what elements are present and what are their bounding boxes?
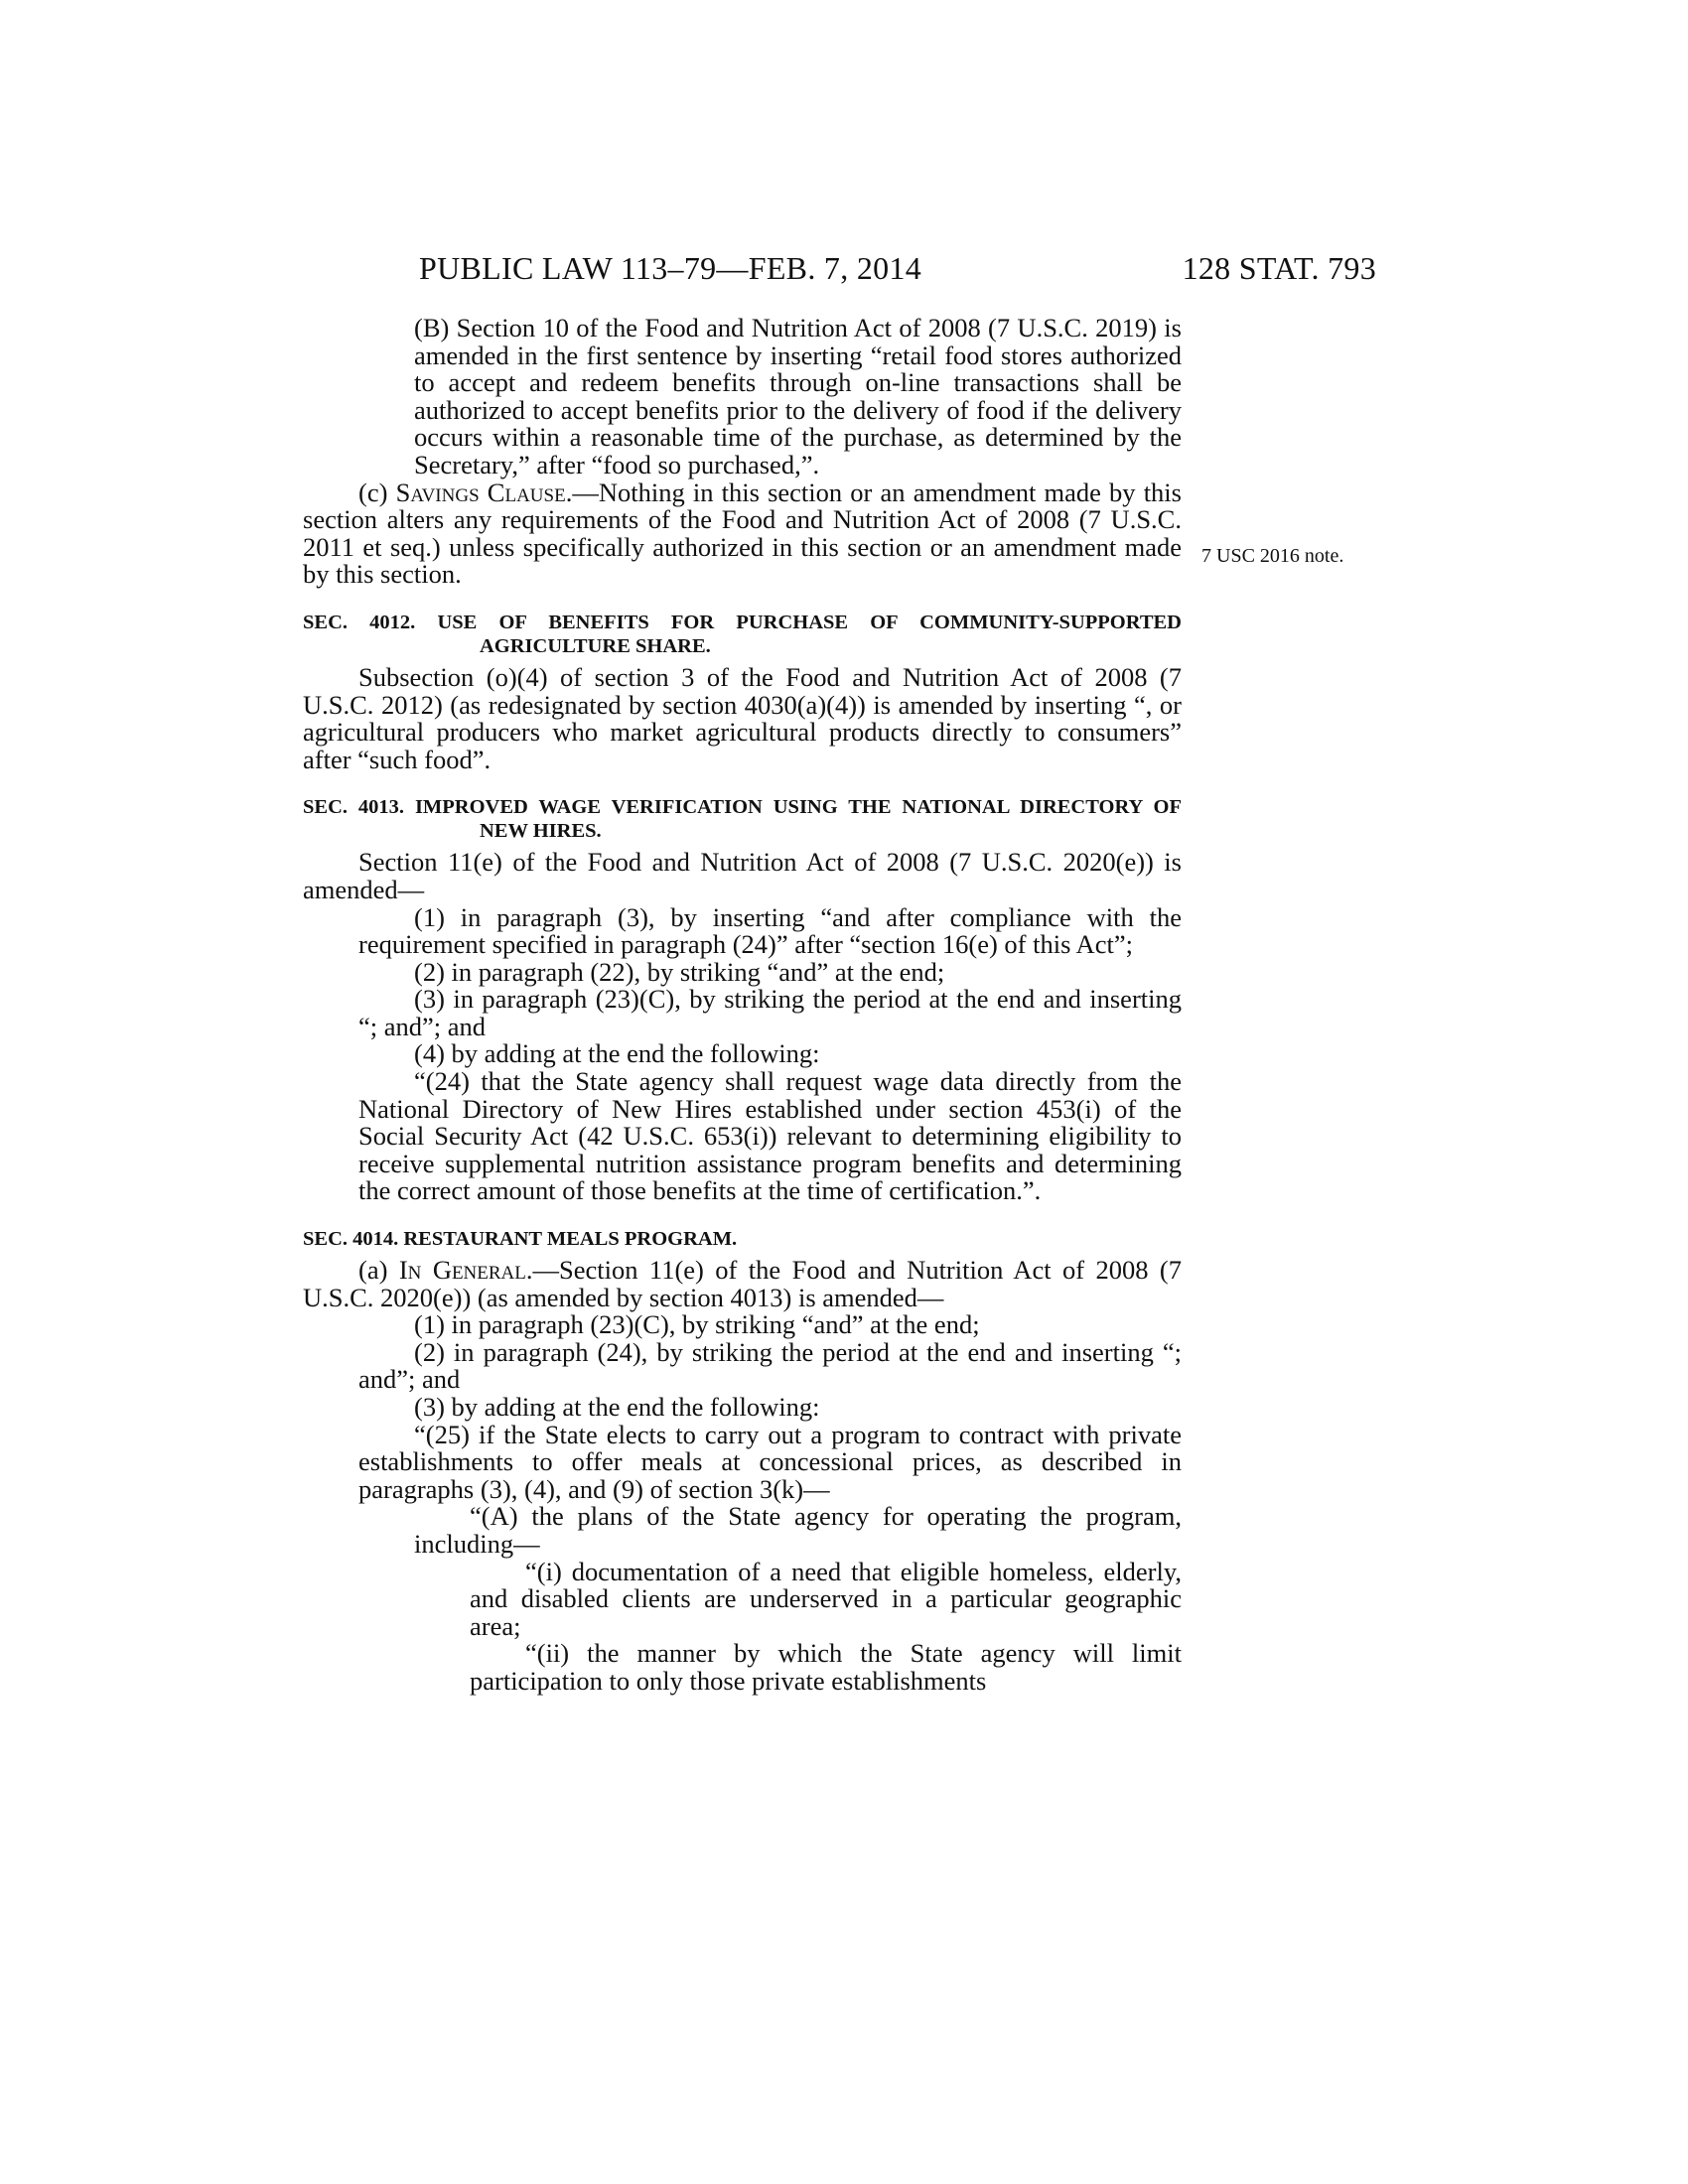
subparagraph-b-text: (B) Section 10 of the Food and Nutrition Act of 2008 (7 U.S.C. 2019) is amended in the first sentence by inserting “retail food stores authorized to accept and redeem benefits through on-line transactions shall be authorized to accept benefits prior to the delivery of food if the delivery occurs within a reasonable time of the purchase, as determined by the Secretary,” after “food so purchased,”. xyxy=(414,313,1182,479)
section-4012-heading: SEC. 4012. USE OF BENEFITS FOR PURCHASE OF COMMUNITY-SUPPORTED AGRICULTURE SHARE. xyxy=(303,611,1182,657)
section-4013-heading: SEC. 4013. IMPROVED WAGE VERIFICATION USING THE NATIONAL DIRECTORY OF NEW HIRES. xyxy=(303,796,1182,843)
section-4013-item-4: (4) by adding at the end the following: xyxy=(414,1038,820,1069)
text-column xyxy=(303,315,1182,1696)
section-4014-quoted-paragraph-25: “(25) if the State elects to carry out a program to contract with private establishments to offer meals at concessional prices, as described in paragraphs (3), (4), and (9) of section 3(k)— xyxy=(358,1419,1182,1504)
section-4013-intro: Section 11(e) of the Food and Nutrition Act of 2008 (7 U.S.C. 2020(e)) is amended— xyxy=(303,847,1182,904)
savings-clause-heading: Savings Clause xyxy=(395,477,566,507)
section-4012-body: Subsection (o)(4) of section 3 of the Food and Nutrition Act of 2008 (7 U.S.C. 2012) (as redesignated by section 4030(a)(4)) is amended by inserting “, or agricultural producers who market agricultural products directly to consumers” after “such food”. xyxy=(303,661,1182,774)
section-4014-quoted-subparagraph-a: “(A) the plans of the State agency for operating the program, including— xyxy=(414,1501,1182,1559)
section-4014-item-3: (3) by adding at the end the following: xyxy=(414,1392,820,1422)
section-4014-item-1: (1) in paragraph (23)(C), by striking “and” at the end; xyxy=(414,1309,980,1340)
section-4013-item-1-text: (1) in paragraph (3), by inserting “and after compliance with the requirement specified in paragraph (24)” after “section 16(e) of this Act”; xyxy=(358,901,1182,960)
section-4014-quoted-clause-ii: “(ii) the manner by which the State agency will limit participation to only those private establishments xyxy=(470,1638,1182,1696)
section-4014-a-heading: In General xyxy=(398,1255,526,1286)
section-4014-heading: SEC. 4014. RESTAURANT MEALS PROGRAM. xyxy=(303,1228,738,1251)
section-4014-a-body: .—Section 11(e) of the Food and Nutrition Act of 2008 (7 U.S.C. 2020(e)) (as amended by section 4013) is amended— xyxy=(303,1255,1182,1312)
margin-note: 7 USC 2016 note. xyxy=(1201,545,1344,567)
section-4013-quoted-paragraph-24: “(24) that the State agency shall request wage data directly from the National Directory of New Hires established under section 453(i) of the Social Security Act (42 U.S.C. 653(i)) relevant to determining eligibility to receive supplemental nutrition assistance program benefits and determining the correct amount of those benefits at the time of certification.”. xyxy=(358,1066,1182,1206)
subparagraph-b xyxy=(303,315,1182,479)
section-4013-item-3: (3) in paragraph (23)(C), by striking the period at the end and inserting “; and”; and xyxy=(358,984,1182,1041)
section-4013-item-1 xyxy=(303,901,1182,960)
section-4013-item-2: (2) in paragraph (22), by striking “and” at the end; xyxy=(414,956,945,987)
running-header-center: PUBLIC LAW 113–79—FEB. 7, 2014 xyxy=(419,250,922,286)
section-4014-subsection-a xyxy=(303,1257,1182,1311)
savings-clause xyxy=(303,479,1182,589)
section-4014-a-lead: (a) xyxy=(358,1255,399,1286)
savings-clause-body: .—Nothing in this section or an amendment made by this section alters any requirements of the Food and Nutrition Act of 2008 (7 U.S.C. 2011 et seq.) unless specifically authorized in this section or an amendment made by this section. xyxy=(303,477,1182,590)
running-header-page: 128 STAT. 793 xyxy=(1182,250,1376,286)
section-4014-quoted-clause-i: “(i) documentation of a need that eligible homeless, elderly, and disabled clients are underserved in a particular geographic area; xyxy=(470,1556,1182,1641)
section-4014-item-2: (2) in paragraph (24), by striking the period at the end and inserting “; and”; and xyxy=(358,1336,1182,1395)
savings-clause-lead: (c) xyxy=(358,477,396,507)
